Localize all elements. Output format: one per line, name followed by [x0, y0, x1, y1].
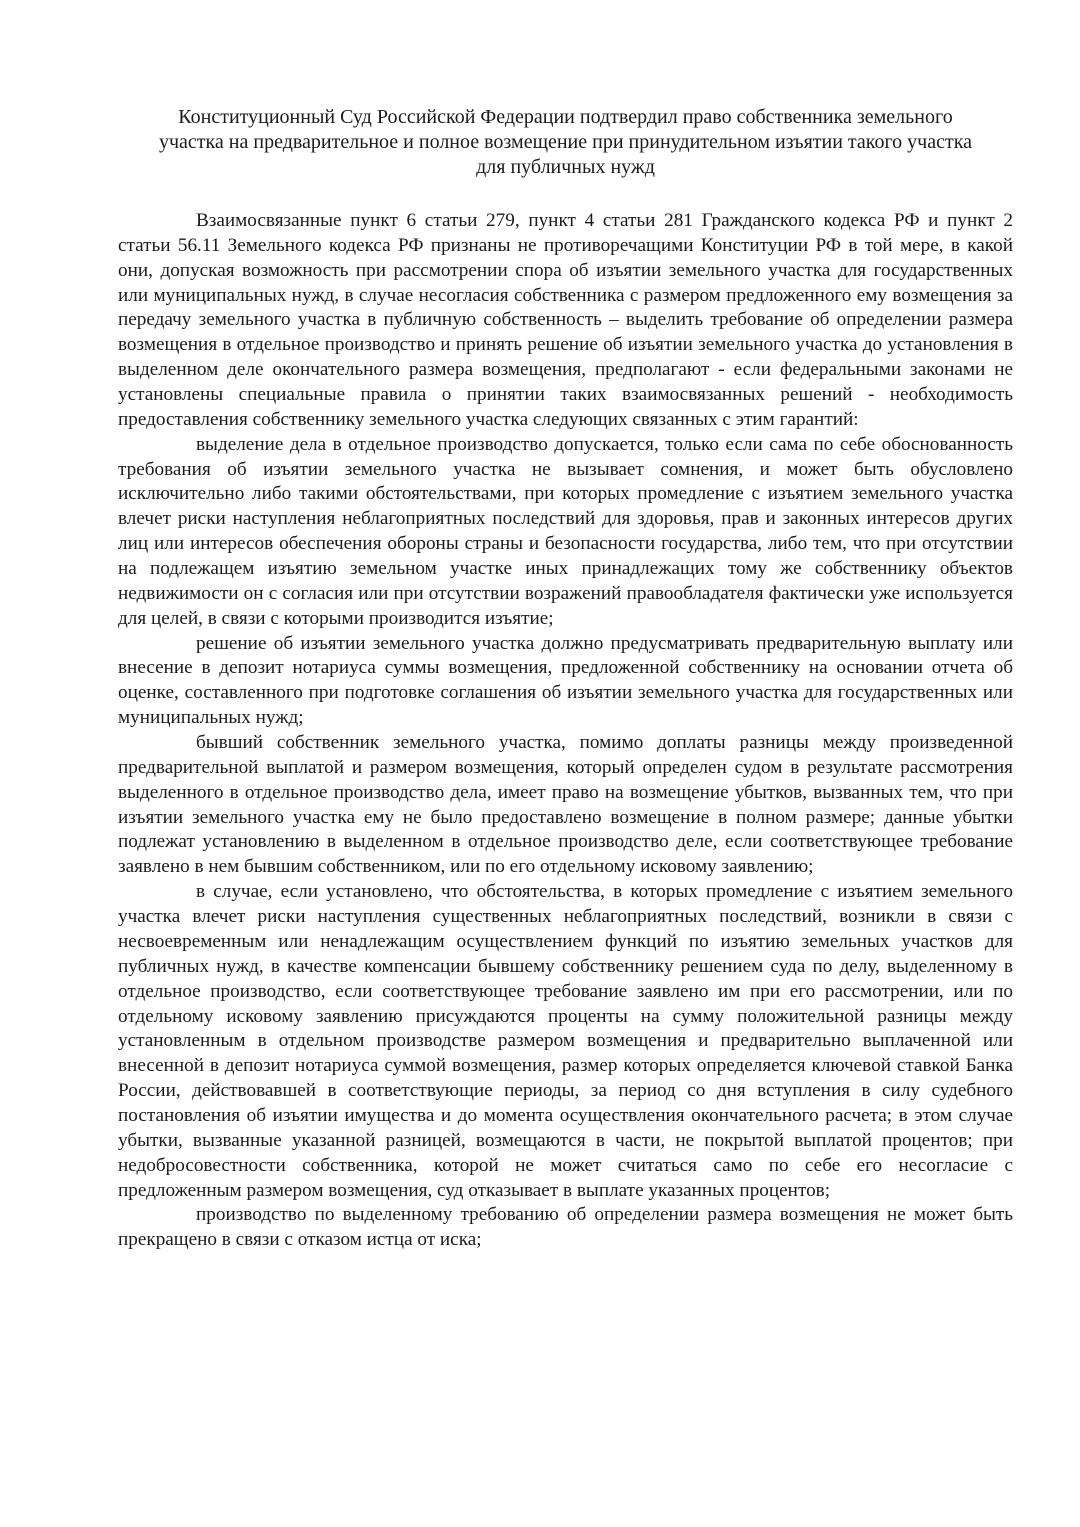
paragraph: бывший собственник земельного участка, помимо доплаты разницы между произведенной предварительной выплатой и размером возмещения, который определен судом в результате рассмотрения выделенного в отдельное производство дела, имеет право на возмещение убытков, вызванных тем, что при изъятии земельного участка ему не было предоставлено возмещение в полном размере; данные убытки подлежат установлению в выделенном в отдельное производство деле, если соответствующее требование заявлено в нем бывшим собственником, или по его отдельному исковому заявлению;	[118, 732, 1013, 878]
paragraph: выделение дела в отдельное производство допускается, только если сама по себе обоснованность требования об изъятии земельного участка не вызывает сомнения, и может быть обусловлено исключительно либо такими обстоятельствами, при которых промедление с изъятием земельного участка влечет риски наступления неблагоприятных последствий для здоровья, прав и законных интересов других лиц или интересов обеспечения обороны страны и безопасности государства, либо тем, что при отсутствии на подлежащем изъятию земельном участке иных принадлежащих тому же собственнику объектов недвижимости он с согласия или при отсутствии возражений правообладателя фактически уже используется для целей, в связи с которыми производится изъятие;	[118, 433, 1013, 629]
document-page	[118, 0, 1013, 1527]
document-body	[118, 209, 1013, 1253]
paragraph: Взаимосвязанные пункт 6 статьи 279, пункт 4 статьи 281 Гражданского кодекса РФ и пункт 2 статьи 56.11 Земельного кодекса РФ признаны не противоречащими Конституции РФ в той мере, в какой они, допуская возможность при рассмотрении спора об изъятии земельного участка для государственных или муниципальных нужд, в случае несогласия собственника с размером предложенного ему возмещения за передачу земельного участка в публичную собственность – выделить требование об определении размера возмещения в отдельное производство и принять решение об изъятии земельного участка до установления в выделенном деле окончательного размера возмещения, предполагают - если федеральными законами не установлены специальные правила о принятии таких взаимосвязанных решений - необходимость предоставления собственнику земельного участка следующих связанных с этим гарантий:	[118, 210, 1013, 430]
title-line: Конституционный Суд Российской Федерации подтвердил право собственника земельного	[178, 106, 953, 128]
title-line: для публичных нужд	[476, 156, 655, 178]
document-title	[118, 105, 1013, 180]
paragraph: в случае, если установлено, что обстоятельства, в которых промедление с изъятием земельного участка влечет риски наступления существенных неблагоприятных последствий, возникли в связи с несвоевременным или ненадлежащим осуществлением функций по изъятию земельных участков для публичных нужд, в качестве компенсации бывшему собственнику решением суда по делу, выделенному в отдельное производство, если соответствующее требование заявлено им при его рассмотрении, или по отдельному исковому заявлению присуждаются проценты на сумму положительной разницы между установленным в отдельном производстве размером возмещения и предварительно выплаченной или внесенной в депозит нотариуса суммой возмещения, размер которых определяется ключевой ставкой Банка России, действовавшей в соответствующие периоды, за период со дня вступления в силу судебного постановления об изъятии имущества и до момента осуществления окончательного расчета; в этом случае убытки, вызванные указанной разницей, возмещаются в части, не покрытой выплатой процентов; при недобросовестности собственника, которой не может считаться само по себе его несогласие с предложенным размером возмещения, суд отказывает в выплате указанных процентов;	[118, 881, 1013, 1201]
paragraph: решение об изъятии земельного участка должно предусматривать предварительную выплату или внесение в депозит нотариуса суммы возмещения, предложенной собственнику на основании отчета об оценке, составленного при подготовке соглашения об изъятии земельного участка для государственных или муниципальных нужд;	[118, 632, 1013, 729]
title-line: участка на предварительное и полное возмещение при принудительном изъятии такого участка	[158, 131, 973, 153]
paragraph: производство по выделенному требованию об определении размера возмещения не может быть прекращено в связи с отказом истца от иска;	[118, 1204, 1013, 1251]
